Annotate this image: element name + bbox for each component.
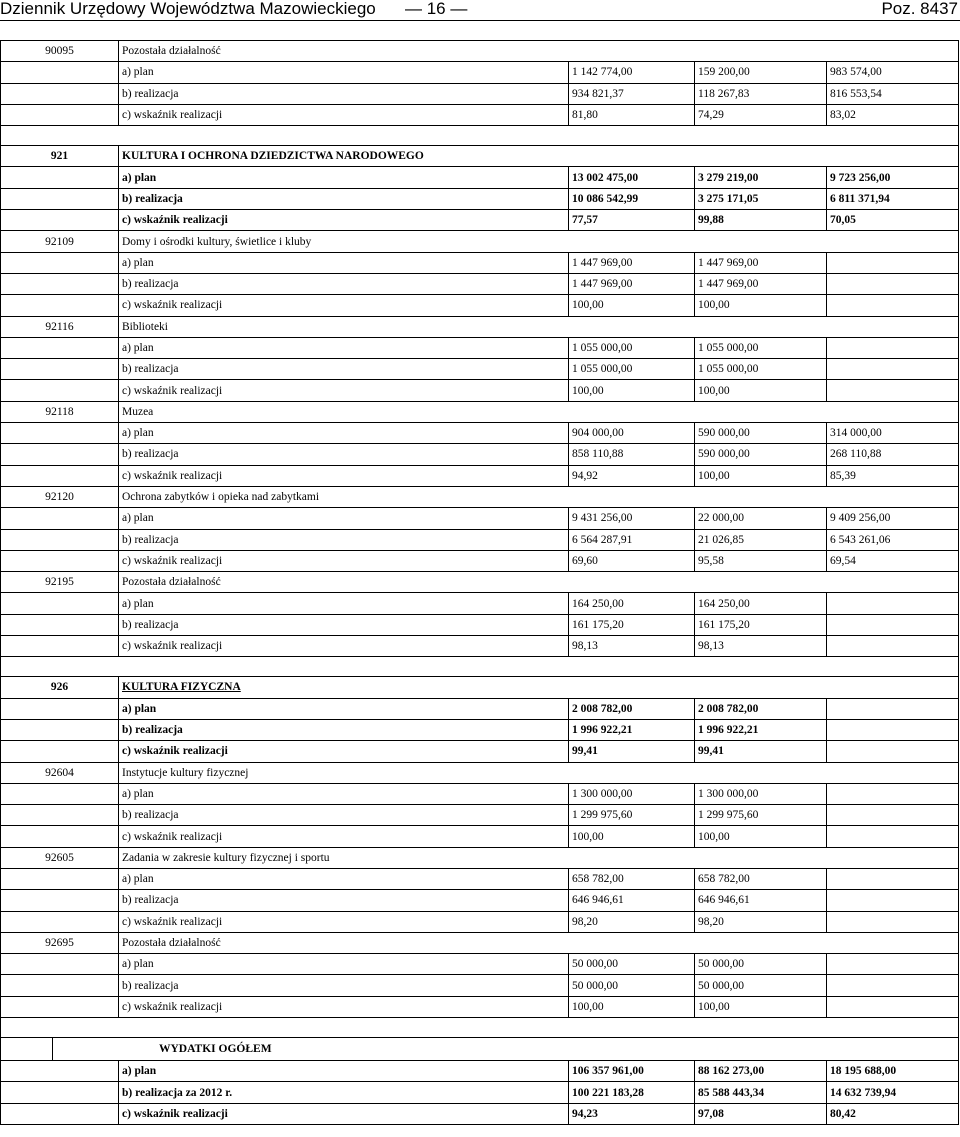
category-row [1,762,959,783]
value-total: 904 000,00 [569,423,695,444]
value-row [1,550,959,571]
row-label: c) wskaźnik realizacji [119,210,569,231]
section-code: 92695 [1,932,119,953]
section-code: 92116 [1,316,119,337]
empty-cell [1,890,119,911]
value-current: 658 782,00 [695,868,827,889]
empty-cell [569,572,959,593]
row-label: c) wskaźnik realizacji [119,911,569,932]
value-total: 161 175,20 [569,614,695,635]
value-row [1,252,959,273]
section-code: 92109 [1,231,119,252]
section-code: 92605 [1,847,119,868]
value-capital: 9 409 256,00 [827,508,959,529]
value-total: 106 357 961,00 [569,1061,695,1082]
value-total: 98,20 [569,911,695,932]
row-label: c) wskaźnik realizacji [119,741,569,762]
value-current: 74,29 [695,104,827,125]
value-current: 1 055 000,00 [695,337,827,358]
value-row [1,337,959,358]
value-capital: 18 195 688,00 [827,1061,959,1082]
value-total: 99,41 [569,741,695,762]
value-row [1,83,959,104]
category-label: Pozostała działalność [119,41,569,62]
value-current: 1 996 922,21 [695,719,827,740]
value-capital [827,911,959,932]
value-row [1,996,959,1017]
empty-cell [1,104,119,125]
value-current: 99,88 [695,210,827,231]
empty-cell [1,1018,959,1038]
value-capital [827,614,959,635]
value-row [1,380,959,401]
value-total: 50 000,00 [569,975,695,996]
value-row [1,698,959,719]
value-total: 1 300 000,00 [569,783,695,804]
value-current: 1 447 969,00 [695,252,827,273]
row-label: b) realizacja [119,273,569,294]
value-capital [827,996,959,1017]
empty-cell [1,826,119,847]
row-label: b) realizacja [119,805,569,826]
spacer-row [1,126,959,146]
empty-cell [1,210,119,231]
value-total: 9 431 256,00 [569,508,695,529]
value-capital [827,868,959,889]
empty-cell [1,359,119,380]
empty-cell [569,146,959,167]
category-label: Biblioteki [119,316,569,337]
row-label: c) wskaźnik realizacji [119,636,569,657]
empty-cell [1,188,119,209]
row-label: a) plan [119,954,569,975]
empty-cell [1,996,119,1017]
value-total: 164 250,00 [569,593,695,614]
value-current: 98,20 [695,911,827,932]
empty-cell [569,932,959,953]
value-total: 100,00 [569,996,695,1017]
value-total: 658 782,00 [569,868,695,889]
value-total: 1 055 000,00 [569,337,695,358]
category-row [1,231,959,252]
value-total: 94,23 [569,1103,695,1124]
value-row [1,295,959,316]
value-row [1,636,959,657]
value-total: 858 110,88 [569,444,695,465]
value-current: 100,00 [695,996,827,1017]
section-code: 926 [1,677,119,698]
category-label: KULTURA I OCHRONA DZIEDZICTWA NARODOWEGO [119,146,569,167]
value-total: 646 946,61 [569,890,695,911]
empty-cell [569,41,959,62]
row-label: c) wskaźnik realizacji [119,380,569,401]
value-current: 1 055 000,00 [695,359,827,380]
empty-cell [1,550,119,571]
category-label: Ochrona zabytków i opieka nad zabytkami [119,486,569,507]
value-row [1,359,959,380]
value-capital [827,890,959,911]
position-number: Poz. 8437 [881,0,958,18]
row-label: b) realizacja za 2012 r. [119,1082,569,1103]
row-label: a) plan [119,508,569,529]
value-total: 94,92 [569,465,695,486]
spacer-row [1,1018,959,1038]
empty-cell [1,295,119,316]
value-capital [827,380,959,401]
value-capital [827,719,959,740]
empty-cell [1,1061,119,1082]
empty-cell [1,337,119,358]
value-row [1,805,959,826]
category-label: KULTURA FIZYCZNA [119,677,569,698]
value-row [1,104,959,125]
value-row [1,1082,959,1103]
value-capital: 14 632 739,94 [827,1082,959,1103]
value-row [1,719,959,740]
value-capital [827,954,959,975]
value-capital [827,975,959,996]
empty-cell [1,444,119,465]
value-current: 118 267,83 [695,83,827,104]
value-row [1,593,959,614]
value-row [1,167,959,188]
row-label: c) wskaźnik realizacji [119,1103,569,1124]
value-capital: 9 723 256,00 [827,167,959,188]
value-row [1,188,959,209]
value-total: 1 447 969,00 [569,252,695,273]
value-row [1,62,959,83]
value-capital [827,636,959,657]
value-capital: 83,02 [827,104,959,125]
value-total: 1 299 975,60 [569,805,695,826]
value-row [1,1103,959,1124]
empty-cell [569,486,959,507]
empty-cell [1,465,119,486]
category-label: Zadania w zakresie kultury fizycznej i sportu [119,847,569,868]
empty-cell [1,1038,53,1061]
value-row [1,783,959,804]
value-row [1,741,959,762]
empty-cell [1,636,119,657]
value-current: 159 200,00 [695,62,827,83]
value-current: 85 588 443,34 [695,1082,827,1103]
value-total: 100 221 183,28 [569,1082,695,1103]
empty-cell [1,529,119,550]
value-current: 97,08 [695,1103,827,1124]
row-label: c) wskaźnik realizacji [119,465,569,486]
value-row [1,508,959,529]
empty-cell [1,508,119,529]
category-row [1,401,959,422]
value-current: 3 279 219,00 [695,167,827,188]
value-current: 50 000,00 [695,975,827,996]
value-current: 1 447 969,00 [695,273,827,294]
empty-cell [569,677,959,698]
value-capital: 816 553,54 [827,83,959,104]
spacer-row [1,657,959,677]
value-total: 1 447 969,00 [569,273,695,294]
empty-cell [1,954,119,975]
empty-cell [1,126,959,146]
value-current: 100,00 [695,465,827,486]
row-label: b) realizacja [119,359,569,380]
value-row [1,868,959,889]
row-label: c) wskaźnik realizacji [119,550,569,571]
empty-cell [1,741,119,762]
category-label: Instytucje kultury fizycznej [119,762,569,783]
value-total: 81,80 [569,104,695,125]
value-total: 69,60 [569,550,695,571]
row-label: a) plan [119,783,569,804]
section-code: 92118 [1,401,119,422]
value-current: 95,58 [695,550,827,571]
value-row [1,465,959,486]
value-total: 50 000,00 [569,954,695,975]
category-label: Domy i ośrodki kultury, świetlice i kluby [119,231,569,252]
value-total: 10 086 542,99 [569,188,695,209]
row-label: c) wskaźnik realizacji [119,996,569,1017]
value-total: 13 002 475,00 [569,167,695,188]
section-code: 90095 [1,41,119,62]
empty-cell [569,762,959,783]
value-current: 1 299 975,60 [695,805,827,826]
value-current: 100,00 [695,380,827,401]
value-total: 100,00 [569,380,695,401]
value-capital [827,805,959,826]
empty-cell [569,847,959,868]
row-label: a) plan [119,167,569,188]
empty-cell [1,868,119,889]
row-label: c) wskaźnik realizacji [119,104,569,125]
value-total: 934 821,37 [569,83,695,104]
empty-cell [1,62,119,83]
value-row [1,273,959,294]
row-label: b) realizacja [119,890,569,911]
empty-cell [569,401,959,422]
value-row [1,1061,959,1082]
value-capital [827,783,959,804]
value-row [1,423,959,444]
value-row [1,210,959,231]
value-capital [827,698,959,719]
value-capital: 6 543 261,06 [827,529,959,550]
value-capital: 983 574,00 [827,62,959,83]
empty-cell [1,698,119,719]
empty-cell [1,975,119,996]
value-row [1,444,959,465]
value-total: 100,00 [569,826,695,847]
row-label: b) realizacja [119,975,569,996]
value-capital [827,593,959,614]
empty-cell [1,805,119,826]
empty-cell [1,593,119,614]
category-row [1,486,959,507]
row-label: a) plan [119,423,569,444]
value-total: 2 008 782,00 [569,698,695,719]
category-label: Muzea [119,401,569,422]
value-total: 77,57 [569,210,695,231]
value-row [1,614,959,635]
journal-title: Dziennik Urzędowy Województwa Mazowieckiego [0,0,376,18]
value-current: 22 000,00 [695,508,827,529]
value-row [1,529,959,550]
value-capital: 268 110,88 [827,444,959,465]
value-current: 21 026,85 [695,529,827,550]
value-capital [827,273,959,294]
value-current: 3 275 171,05 [695,188,827,209]
section-code: 921 [1,146,119,167]
value-current: 590 000,00 [695,444,827,465]
empty-cell [1,1082,119,1103]
section-code: 92604 [1,762,119,783]
category-row [1,41,959,62]
empty-cell [1,1103,119,1124]
value-capital: 70,05 [827,210,959,231]
empty-cell [1,83,119,104]
value-current: 646 946,61 [695,890,827,911]
empty-cell [1,783,119,804]
budget-table [0,40,959,1125]
row-label: b) realizacja [119,83,569,104]
row-label: a) plan [119,252,569,273]
category-row [1,847,959,868]
row-label: a) plan [119,62,569,83]
category-row [1,316,959,337]
value-total: 100,00 [569,295,695,316]
value-row [1,911,959,932]
value-capital [827,295,959,316]
value-current: 100,00 [695,295,827,316]
row-label: b) realizacja [119,614,569,635]
value-capital [827,359,959,380]
row-label: b) realizacja [119,719,569,740]
empty-cell [1,273,119,294]
row-label: a) plan [119,337,569,358]
value-row [1,975,959,996]
value-current: 161 175,20 [695,614,827,635]
value-capital: 6 811 371,94 [827,188,959,209]
category-label: Pozostała działalność [119,932,569,953]
value-row [1,826,959,847]
header-divider [0,20,960,21]
empty-cell [1,657,959,677]
value-row [1,954,959,975]
empty-cell [1,380,119,401]
empty-cell [1,911,119,932]
row-label: a) plan [119,868,569,889]
row-label: b) realizacja [119,444,569,465]
value-current: 2 008 782,00 [695,698,827,719]
empty-cell [1,423,119,444]
category-label: Pozostała działalność [119,572,569,593]
value-total: 98,13 [569,636,695,657]
row-label: a) plan [119,1061,569,1082]
value-capital [827,252,959,273]
value-current: 164 250,00 [695,593,827,614]
row-label: a) plan [119,698,569,719]
total-heading: WYDATKI OGÓŁEM [53,1038,959,1061]
row-label: b) realizacja [119,188,569,209]
value-current: 88 162 273,00 [695,1061,827,1082]
empty-cell [1,719,119,740]
value-total: 1 996 922,21 [569,719,695,740]
value-capital: 85,39 [827,465,959,486]
category-row [1,932,959,953]
value-current: 1 300 000,00 [695,783,827,804]
empty-cell [1,614,119,635]
value-capital: 314 000,00 [827,423,959,444]
value-capital [827,337,959,358]
value-current: 50 000,00 [695,954,827,975]
category-row [1,146,959,167]
row-label: c) wskaźnik realizacji [119,295,569,316]
page-header [0,0,960,20]
empty-cell [569,231,959,252]
value-total: 6 564 287,91 [569,529,695,550]
empty-cell [1,167,119,188]
page-number: — 16 — [405,0,468,18]
value-capital: 80,42 [827,1103,959,1124]
section-code: 92120 [1,486,119,507]
row-label: a) plan [119,593,569,614]
value-current: 590 000,00 [695,423,827,444]
value-capital [827,741,959,762]
empty-cell [1,252,119,273]
value-current: 99,41 [695,741,827,762]
row-label: c) wskaźnik realizacji [119,826,569,847]
empty-cell [569,316,959,337]
category-row [1,572,959,593]
total-heading-row [1,1038,959,1061]
value-capital [827,826,959,847]
category-row [1,677,959,698]
row-label: b) realizacja [119,529,569,550]
value-row [1,890,959,911]
value-total: 1 055 000,00 [569,359,695,380]
value-current: 100,00 [695,826,827,847]
value-current: 98,13 [695,636,827,657]
value-capital: 69,54 [827,550,959,571]
value-total: 1 142 774,00 [569,62,695,83]
section-code: 92195 [1,572,119,593]
